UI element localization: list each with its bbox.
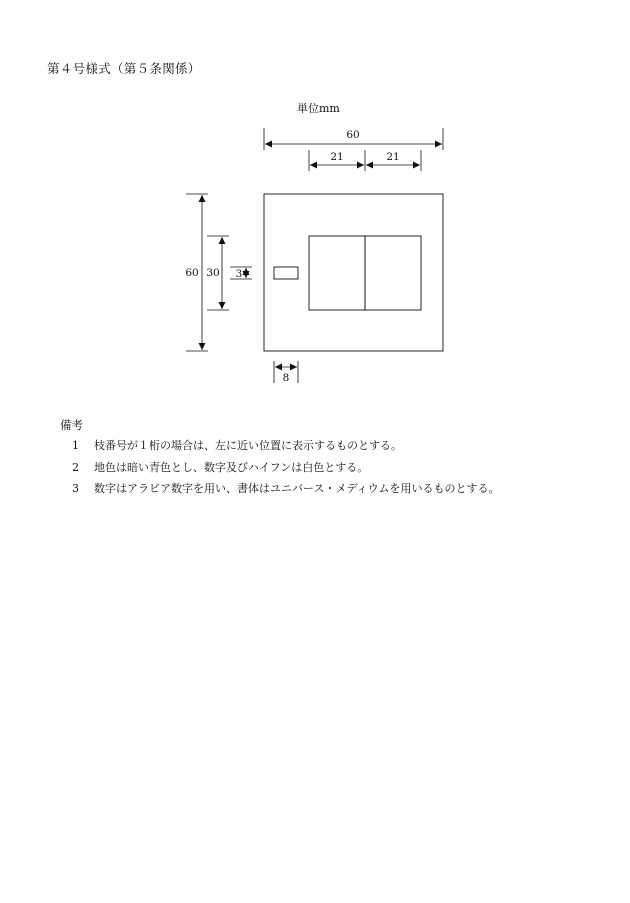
dimension-panel-widths [309, 150, 421, 171]
note-item [72, 480, 499, 496]
dimension-panel-width-left-label: 21 [330, 151, 344, 163]
note-number: 1 [72, 439, 79, 452]
dimension-total-width [264, 128, 443, 150]
number-panel-right [365, 236, 421, 310]
note-number: 3 [72, 482, 79, 495]
dimension-hyphen-height-label: 3 [235, 268, 243, 280]
note-text: 枝番号が１桁の場合は、左に近い位置に表示するものとする。 [94, 439, 402, 452]
dimension-total-height-label: 60 [185, 267, 199, 279]
hyphen-box [274, 267, 298, 279]
dimension-hyphen-width [274, 361, 298, 384]
unit-label: 単位mm [297, 102, 340, 115]
note-text: 数字はアラビア数字を用い、書体はユニバース・メディウムを用いるものとする。 [94, 482, 500, 495]
dimension-total-height [185, 194, 208, 351]
note-text: 地色は暗い青色とし、数字及びハイフンは白色とする。 [94, 461, 369, 474]
plate-outline [264, 194, 443, 351]
dimension-panel-height-label: 30 [206, 267, 220, 279]
note-item [72, 459, 368, 475]
form-title: 第４号様式（第５条関係） [47, 61, 201, 76]
note-item [72, 437, 402, 453]
dimension-hyphen-width-label: 8 [282, 372, 290, 384]
number-panel-left [309, 236, 365, 310]
note-number: 2 [72, 461, 79, 474]
dimension-hyphen-height [230, 267, 252, 280]
notes-heading: 備考 [60, 418, 83, 432]
dimension-panel-height [206, 236, 229, 310]
dimension-panel-width-right-label: 21 [386, 151, 400, 163]
dimension-total-width-label: 60 [346, 129, 360, 141]
